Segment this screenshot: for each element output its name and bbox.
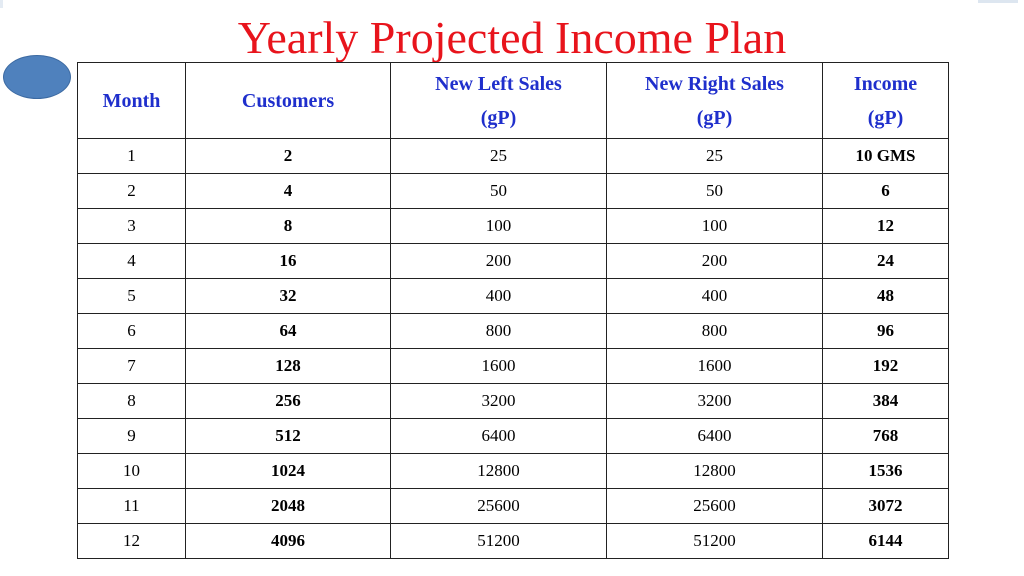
cell-new-left-sales: 6400 [391, 419, 607, 454]
cell-customers: 2 [186, 139, 391, 174]
header-income-label: Income [853, 72, 918, 95]
cell-new-right-sales: 50 [607, 174, 823, 209]
cell-month: 9 [78, 419, 186, 454]
cell-new-right-sales: 6400 [607, 419, 823, 454]
cell-new-left-sales: 51200 [391, 524, 607, 559]
cell-customers: 1024 [186, 454, 391, 489]
cell-month: 5 [78, 279, 186, 314]
cell-income: 6 [823, 174, 949, 209]
slide-corner-mark [978, 0, 1018, 3]
cell-income: 10 GMS [823, 139, 949, 174]
cell-income: 1536 [823, 454, 949, 489]
cell-income: 48 [823, 279, 949, 314]
cell-new-right-sales: 51200 [607, 524, 823, 559]
header-month [78, 63, 186, 139]
cell-income: 192 [823, 349, 949, 384]
cell-customers: 128 [186, 349, 391, 384]
cell-new-right-sales: 25600 [607, 489, 823, 524]
cell-month: 12 [78, 524, 186, 559]
cell-new-left-sales: 25 [391, 139, 607, 174]
header-new-left-sales [391, 63, 607, 139]
cell-income: 96 [823, 314, 949, 349]
cell-new-right-sales: 3200 [607, 384, 823, 419]
cell-new-left-sales: 12800 [391, 454, 607, 489]
header-month-label: Month [102, 89, 161, 112]
cell-income: 6144 [823, 524, 949, 559]
header-new-left-sales-unit: (gP) [480, 106, 517, 129]
cell-new-left-sales: 3200 [391, 384, 607, 419]
cell-income: 24 [823, 244, 949, 279]
cell-new-left-sales: 400 [391, 279, 607, 314]
header-income [823, 63, 949, 139]
table-row [78, 244, 949, 279]
cell-customers: 4096 [186, 524, 391, 559]
cell-new-left-sales: 800 [391, 314, 607, 349]
table-header-row [78, 63, 949, 139]
cell-new-right-sales: 800 [607, 314, 823, 349]
cell-month: 1 [78, 139, 186, 174]
income-plan-table [77, 62, 949, 559]
table-row [78, 174, 949, 209]
cell-customers: 2048 [186, 489, 391, 524]
header-new-right-sales [607, 63, 823, 139]
cell-new-right-sales: 25 [607, 139, 823, 174]
header-income-unit: (gP) [867, 106, 904, 129]
cell-month: 4 [78, 244, 186, 279]
header-new-right-sales-unit: (gP) [696, 106, 733, 129]
cell-new-left-sales: 50 [391, 174, 607, 209]
cell-month: 7 [78, 349, 186, 384]
header-new-right-sales-label: New Right Sales [645, 72, 784, 95]
table-row [78, 419, 949, 454]
cell-month: 10 [78, 454, 186, 489]
cell-month: 2 [78, 174, 186, 209]
cell-month: 6 [78, 314, 186, 349]
table-row [78, 314, 949, 349]
cell-new-right-sales: 1600 [607, 349, 823, 384]
slide-title: Yearly Projected Income Plan [237, 12, 787, 63]
cell-customers: 4 [186, 174, 391, 209]
cell-income: 12 [823, 209, 949, 244]
cell-customers: 256 [186, 384, 391, 419]
cell-month: 8 [78, 384, 186, 419]
table-row [78, 279, 949, 314]
cell-income: 768 [823, 419, 949, 454]
table-row [78, 489, 949, 524]
cell-customers: 16 [186, 244, 391, 279]
cell-customers: 8 [186, 209, 391, 244]
table-row [78, 139, 949, 174]
table-row [78, 349, 949, 384]
cell-customers: 512 [186, 419, 391, 454]
cell-month: 11 [78, 489, 186, 524]
cell-new-left-sales: 25600 [391, 489, 607, 524]
cell-new-left-sales: 1600 [391, 349, 607, 384]
header-customers-label: Customers [241, 89, 335, 112]
cell-new-right-sales: 200 [607, 244, 823, 279]
cell-month: 3 [78, 209, 186, 244]
slide-edge-mark [0, 0, 3, 8]
cell-new-right-sales: 12800 [607, 454, 823, 489]
table-row [78, 209, 949, 244]
header-customers [186, 63, 391, 139]
cell-customers: 32 [186, 279, 391, 314]
cell-new-left-sales: 200 [391, 244, 607, 279]
table-row [78, 524, 949, 559]
table-row [78, 384, 949, 419]
header-new-left-sales-label: New Left Sales [435, 72, 562, 95]
cell-income: 384 [823, 384, 949, 419]
cell-new-right-sales: 100 [607, 209, 823, 244]
cell-new-right-sales: 400 [607, 279, 823, 314]
cell-new-left-sales: 100 [391, 209, 607, 244]
table-row [78, 454, 949, 489]
cell-income: 3072 [823, 489, 949, 524]
cell-customers: 64 [186, 314, 391, 349]
